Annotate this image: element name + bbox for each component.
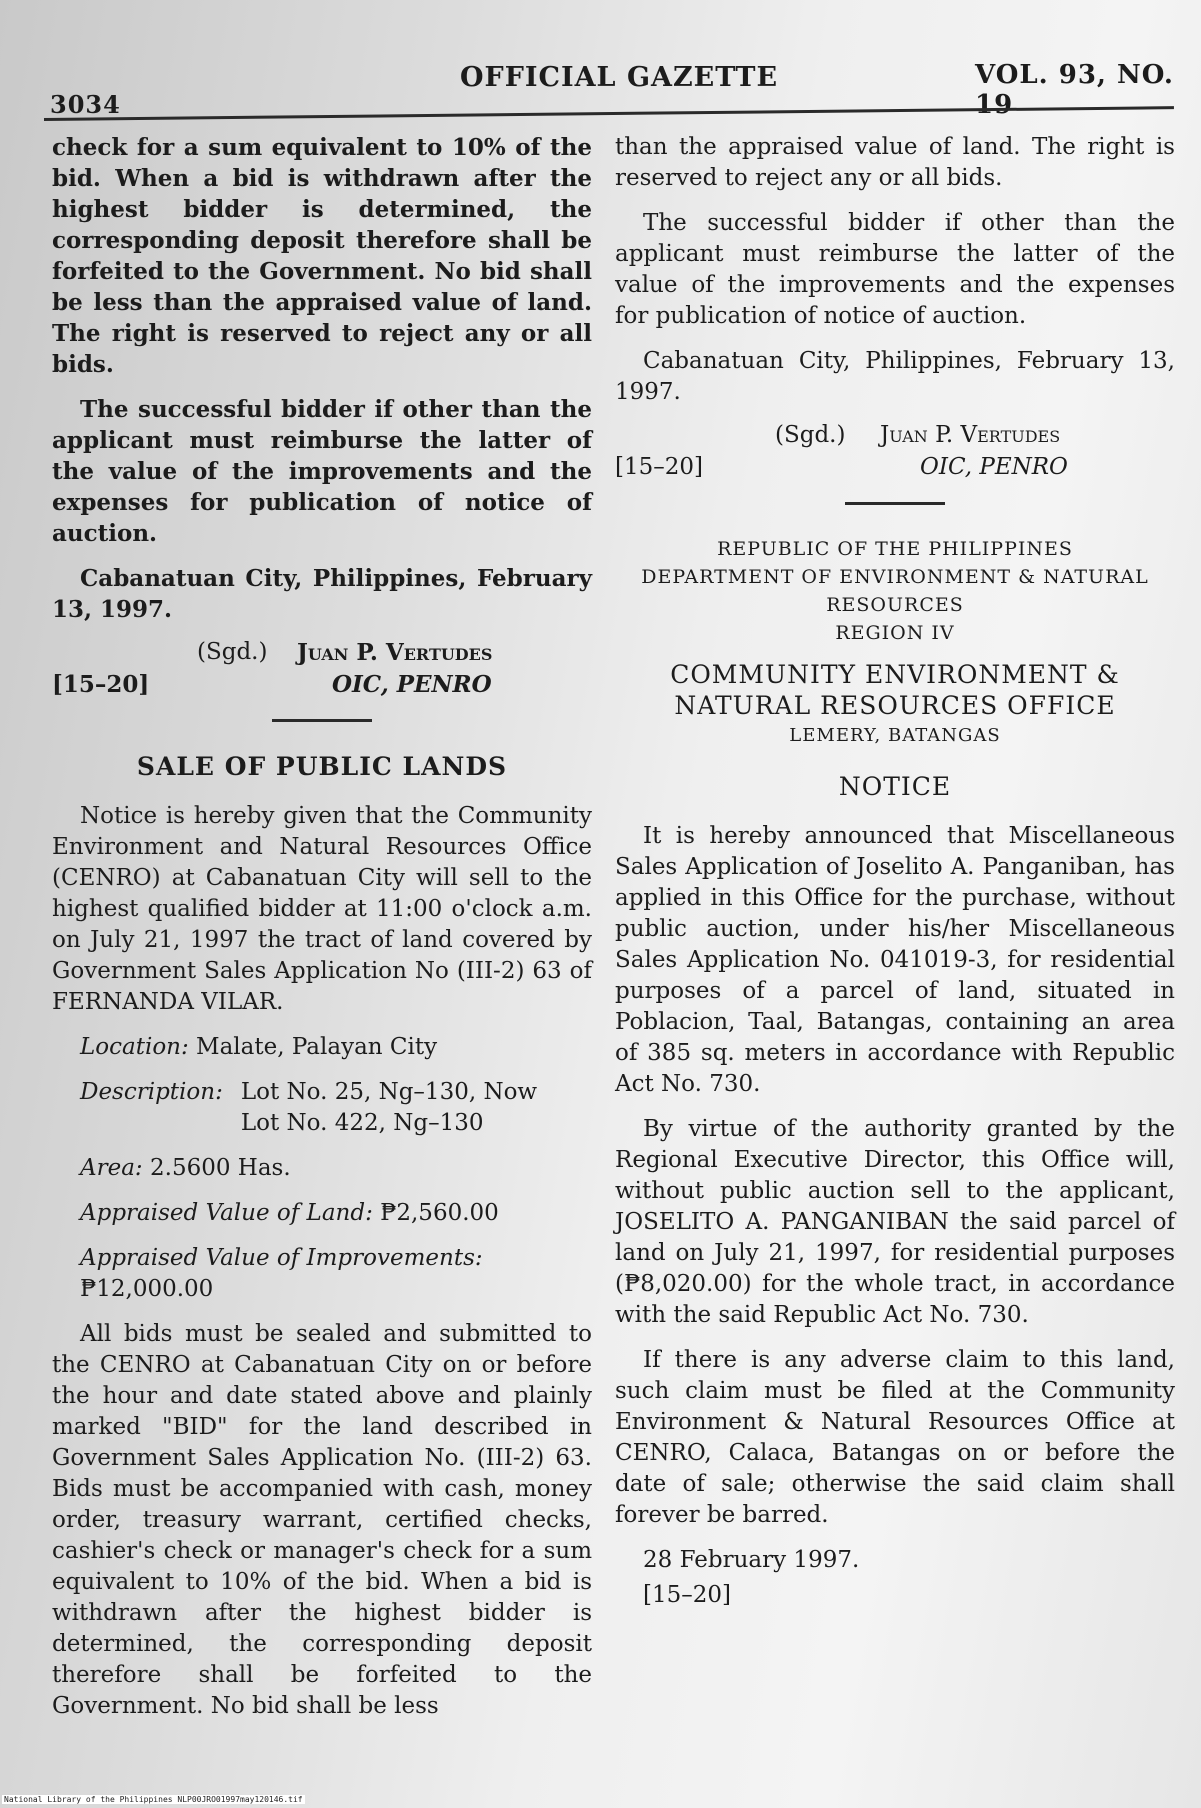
description-field (52, 1077, 592, 1139)
land-value-field (52, 1198, 592, 1229)
location-field (52, 1032, 592, 1063)
volume-number: VOL. 93, NO. 19 (975, 60, 1174, 120)
description-values (241, 1077, 537, 1139)
sale-heading: SALE OF PUBLIC LANDS (136, 752, 508, 781)
gazette-title: OFFICIAL GAZETTE (460, 62, 779, 93)
left-signature-block (52, 639, 592, 709)
department-line-1: DEPARTMENT OF ENVIRONMENT & NATURAL (641, 566, 1149, 588)
notice-ref: [15–20] (643, 1582, 731, 1608)
right-column (615, 132, 1175, 1625)
region-line: REGION IV (835, 622, 955, 644)
right-sig-name: Juan P. Vertudes (880, 422, 1061, 448)
agency-header (615, 535, 1175, 801)
notice-heading: NOTICE (838, 772, 952, 801)
left-divider (272, 719, 372, 722)
sale-intro-paragraph: Notice is hereby given that the Community Environment and Natural Resources Office (CENRO) at Cabanatuan City will sell to the highest qualified bidder at 11:00 o'clock a.m. on July 21, 1997 the tract of land covered by Government Sales Application No (III-2) 63 of FERNANDA VILAR. (52, 803, 592, 1015)
notice-paragraph-2: By virtue of the authority granted by the Regional Executive Director, this Office will, without public auction sell to the applicant, JOSELITO A. PANGANIBAN the said parcel of land on July 21, 1997, for residential purposes (₱8,020.00) for the whole tract, in accordance with the said Republic Act No. 730. (615, 1116, 1175, 1328)
area-field (52, 1153, 592, 1184)
left-dateline: Cabanatuan City, Philippines, February 13, 1997. (52, 565, 592, 623)
left-column (52, 132, 592, 1736)
notice-date: 28 February 1997. (643, 1547, 860, 1573)
republic-line: REPUBLIC OF THE PHILIPPINES (717, 538, 1073, 560)
improvements-field (52, 1243, 592, 1305)
right-sig-title: OIC, PENRO (920, 454, 1068, 480)
left-successful-bidder-paragraph: The successful bidder if other than the applicant must reimburse the latter of the value of the improvements and the expenses for publication of notice of auction. (52, 396, 592, 547)
description-label: Description: (80, 1079, 223, 1105)
land-value: ₱2,560.00 (380, 1200, 499, 1226)
area-label: Area: (80, 1155, 143, 1181)
location-value: Malate, Palayan City (196, 1034, 438, 1060)
notice-paragraph-1: It is hereby announced that Miscellaneous Sales Application of Joselito A. Panganiban, has applied in this Office for the purchase, without public auction, under his/her Miscellaneous Sales Application No. 041019-3, for residential purposes of a parcel of land, situated in Poblacion, Taal, Batangas, containing an area of 385 sq. meters in accordance with Republic Act No. 730. (615, 823, 1175, 1097)
notice-paragraph-3: If there is any adverse claim to this land, such claim must be filed at the Community Environment & Natural Resources Office at CENRO, Calaca, Batangas on or before the date of sale; otherwise the said claim shall forever be barred. (615, 1347, 1175, 1528)
office-location: LEMERY, BATANGAS (789, 725, 1001, 746)
right-divider (845, 502, 945, 505)
land-value-label: Appraised Value of Land: (80, 1200, 373, 1226)
right-signature-block (615, 422, 1175, 492)
description-value-1: Lot No. 25, Ng–130, Now (240, 1079, 538, 1105)
right-continued-paragraph: than the appraised value of land. The right is reserved to reject any or all bids. (615, 134, 1175, 191)
right-successful-bidder-paragraph: The successful bidder if other than the applicant must reimburse the latter of the value of the improvements and the expenses for publication of notice of auction. (615, 210, 1175, 329)
left-sig-name: Juan P. Vertudes (297, 639, 493, 666)
office-line-1: COMMUNITY ENVIRONMENT & (670, 660, 1120, 689)
right-sig-ref: [15–20] (615, 454, 703, 480)
area-value: 2.5600 Has. (150, 1155, 291, 1181)
office-line-2: NATURAL RESOURCES OFFICE (674, 691, 1116, 720)
bids-paragraph: All bids must be sealed and submitted to the CENRO at Cabanatuan City on or before the hour and date stated above and plainly marked "BID" for the land described in Government Sales Application No. (III-2) 63. Bids must be accompanied with cash, money order, treasury warrant, certified checks, cashier's check or manager's check for a sum equivalent to 10% of the bid. When a bid is withdrawn after the highest bidder is determined, the corresponding deposit therefore shall be forfeited to the Government. No bid shall be less (52, 1321, 592, 1719)
left-sig-title: OIC, PENRO (332, 671, 492, 698)
location-label: Location: (80, 1034, 189, 1060)
left-continued-paragraph: check for a sum equivalent to 10% of the bid. When a bid is withdrawn after the highest bidder is determined, the corresponding deposit therefore shall be forfeited to the Government. No bid shall be less than the appraised value of land. The right is reserved to reject any or all bids. (52, 134, 592, 378)
description-value-2: Lot No. 422, Ng–130 (240, 1110, 484, 1136)
scan-footer: National Library of the Philippines NLP00JRO01997may120146.tif (4, 1795, 303, 1804)
left-sig-sgd: (Sgd.) (197, 639, 268, 665)
improvements-label: Appraised Value of Improvements: (80, 1245, 483, 1271)
left-sig-ref: [15–20] (52, 671, 150, 698)
improvements-value: ₱12,000.00 (80, 1276, 214, 1302)
page-number: 3034 (50, 90, 121, 119)
right-sig-sgd: (Sgd.) (775, 422, 846, 448)
department-line-2: RESOURCES (826, 594, 964, 616)
right-dateline: Cabanatuan City, Philippines, February 13, 1997. (615, 348, 1175, 405)
